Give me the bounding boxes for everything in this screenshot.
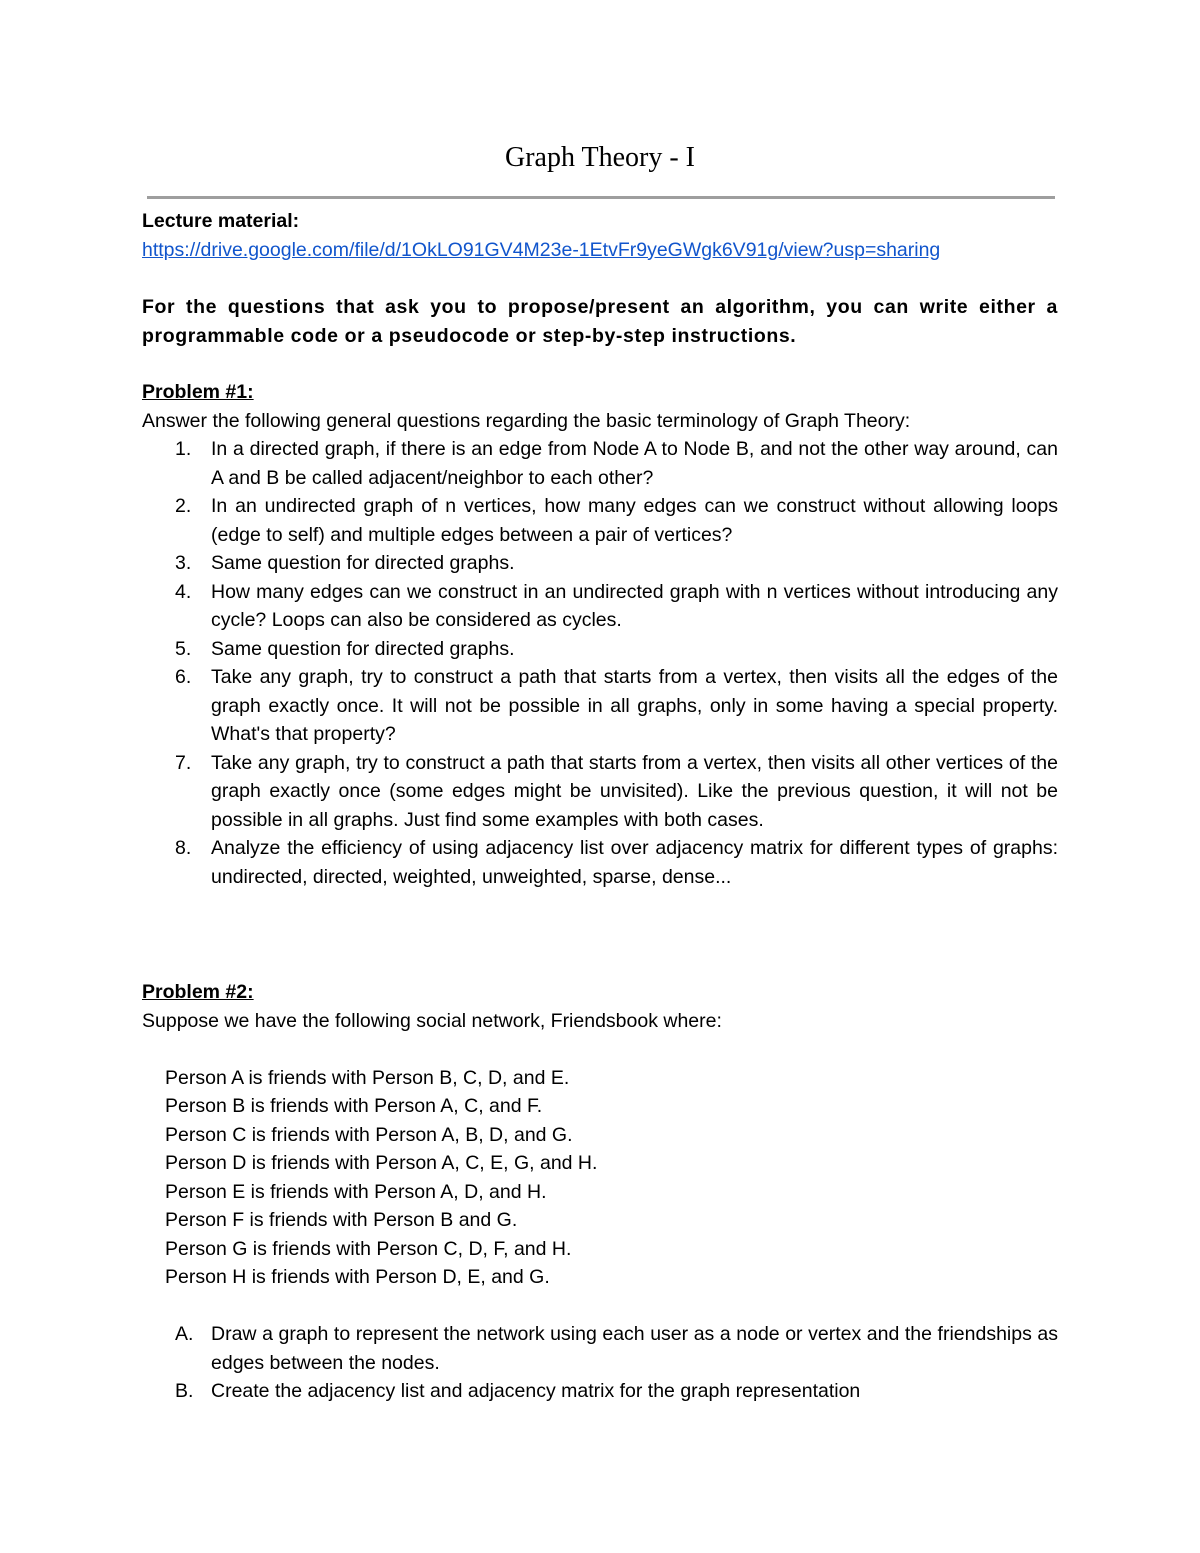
list-item	[142, 635, 1058, 664]
item-letter: B.	[175, 1380, 194, 1402]
problem-2-heading: Problem #2:	[142, 981, 254, 1003]
problem-2-list	[142, 1320, 1058, 1406]
friend-line: Person E is friends with Person A, D, and H.	[165, 1180, 547, 1203]
item-text: Same question for directed graphs.	[211, 637, 515, 660]
list-item	[142, 749, 1058, 835]
friend-line: Person G is friends with Person C, D, F, and H.	[165, 1237, 572, 1260]
problem-1-list	[142, 435, 1058, 891]
item-number: 5.	[175, 637, 192, 660]
item-letter: A.	[175, 1323, 194, 1345]
problem-2-section	[142, 978, 1058, 1406]
list-item	[142, 1377, 1058, 1406]
lecture-label: Lecture material:	[142, 210, 300, 232]
problem-1-heading: Problem #1:	[142, 381, 254, 403]
item-text: Same question for directed graphs.	[211, 552, 515, 574]
note-text: For the questions that ask you to propose/present an algorithm, you can write either a programmable code or a pseudocode or step-by-step instructions.	[142, 296, 1058, 347]
item-text: Create the adjacency list and adjacency matrix for the graph representation	[211, 1380, 861, 1402]
friend-line: Person A is friends with Person B, C, D, and E.	[165, 1066, 570, 1089]
friend-line: Person D is friends with Person A, C, E, G, and H.	[165, 1152, 598, 1174]
friend-line: Person B is friends with Person A, C, and F.	[165, 1095, 543, 1117]
item-text: Analyze the efficiency of using adjacency list over adjacency matrix for different types of graphs: undirected, directed, weighted, unweighted, sparse, dense...	[211, 837, 1058, 888]
list-item	[142, 549, 1058, 578]
item-number: 8.	[175, 837, 192, 859]
problem-1-section	[142, 378, 1058, 891]
list-item	[142, 435, 1058, 492]
item-number: 3.	[175, 552, 192, 574]
list-item	[142, 578, 1058, 635]
friend-line: Person C is friends with Person A, B, D, and G.	[165, 1123, 573, 1146]
title-divider	[147, 196, 1055, 199]
instructions-note	[142, 293, 1058, 350]
document-title: Graph Theory - I	[505, 142, 695, 173]
problem-1-intro: Answer the following general questions regarding the basic terminology of Graph Theory:	[142, 409, 911, 432]
list-item	[142, 492, 1058, 549]
item-number: 6.	[175, 666, 192, 688]
item-text: In an undirected graph of n vertices, how many edges can we construct without allowing loops (edge to self) and multiple edges between a pair of vertices?	[211, 495, 1058, 546]
list-item	[142, 834, 1058, 891]
item-number: 1.	[175, 438, 192, 460]
item-number: 7.	[175, 751, 192, 774]
friend-line: Person F is friends with Person B and G.	[165, 1209, 518, 1231]
item-number: 2.	[175, 495, 192, 517]
list-item	[142, 663, 1058, 749]
lecture-section	[142, 207, 1058, 264]
item-text: Take any graph, try to construct a path that starts from a vertex, then visits all the edges of the graph exactly once. It will not be possible in all graphs, only in some having a special property. What's that property?	[211, 666, 1058, 745]
problem-2-intro: Suppose we have the following social network, Friendsbook where:	[142, 1009, 722, 1032]
lecture-link[interactable]: https://drive.google.com/file/d/1OkLO91GV4M23e-1EtvFr9yeGWgk6V91g/view?usp=sharing	[142, 238, 941, 261]
item-text: Take any graph, try to construct a path that starts from a vertex, then visits all other vertices of the graph exactly once (some edges might be unvisited). Like the previous question, it will not be possible in all graphs. Just find some examples with both cases.	[211, 751, 1058, 831]
item-text: In a directed graph, if there is an edge from Node A to Node B, and not the other way around, can A and B be called adjacent/neighbor to each other?	[211, 438, 1058, 489]
list-item	[142, 1320, 1058, 1377]
item-text: Draw a graph to represent the network using each user as a node or vertex and the friendships as edges between the nodes.	[211, 1323, 1058, 1374]
item-text: How many edges can we construct in an undirected graph with n vertices without introducing any cycle? Loops can also be considered as cycles.	[211, 580, 1058, 631]
friends-list	[142, 1064, 1058, 1292]
item-number: 4.	[175, 580, 192, 603]
friend-line: Person H is friends with Person D, E, and G.	[165, 1266, 550, 1288]
